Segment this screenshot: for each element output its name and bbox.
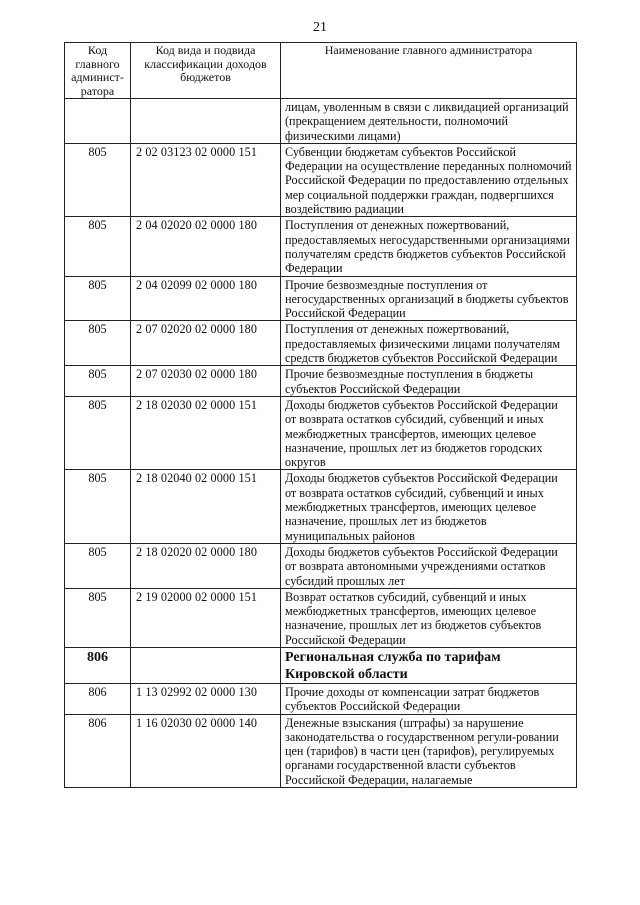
row-kbk: 2 07 02030 02 0000 180 [131,366,281,397]
row-name: лицам, уволенным в связи с ликвидацией организаций (прекращением деятельности, полномочий физическими лицами) [281,99,577,144]
row-name: Денежные взыскания (штрафы) за нарушение законодательства о государственном регули-ровании цен (тарифов) в части цен (тарифов), регулируемых органами государственной власти субъектов Российской Федерации, налагаемые [281,714,577,787]
table-header-row [65,43,577,99]
row-code: 805 [65,588,131,647]
row-kbk: 2 04 02099 02 0000 180 [131,276,281,321]
table-body [65,99,577,788]
row-code: 805 [65,396,131,469]
row-kbk: 2 02 03123 02 0000 151 [131,143,281,216]
header-code: Код главного админист-ратора [65,43,131,99]
revenue-administrators-table [64,42,577,788]
page-number: 21 [313,20,327,35]
row-kbk: 1 16 02030 02 0000 140 [131,714,281,787]
row-name: Прочие безвозмездные поступления в бюджеты субъектов Российской Федерации [281,366,577,397]
row-code: 805 [65,543,131,588]
row-name: Прочие безвозмездные поступления от негосударственных организаций в бюджеты субъектов Российской Федерации [281,276,577,321]
table-row [65,470,577,543]
row-name: Доходы бюджетов субъектов Российской Федерации от возврата остатков субсидий, субвенций и иных межбюджетных трансфертов, имеющих целевое назначение, прошлых лет из бюджетов городских округов [281,396,577,469]
header-kbk: Код вида и подвида классификации доходов бюджетов [131,43,281,99]
row-code [65,99,131,144]
table-row [65,543,577,588]
table-row [65,714,577,787]
row-kbk: 2 07 02020 02 0000 180 [131,321,281,366]
table-row [65,217,577,276]
row-code: 805 [65,143,131,216]
row-name: Поступления от денежных пожертвований, предоставляемых негосударственными организациями получателям средств бюджетов субъектов Российской Федерации [281,217,577,276]
row-code: 805 [65,366,131,397]
row-code: 805 [65,321,131,366]
table-row [65,366,577,397]
row-kbk [131,647,281,683]
row-name: Региональная служба по тарифам Кировской области [281,647,577,683]
table-row [65,588,577,647]
row-name: Доходы бюджетов субъектов Российской Федерации от возврата остатков субсидий, субвенций и иных межбюджетных трансфертов, имеющих целевое назначение, прошлых лет из бюджетов муниципальных районов [281,470,577,543]
row-name: Прочие доходы от компенсации затрат бюджетов субъектов Российской Федерации [281,683,577,714]
table-row [65,143,577,216]
row-kbk: 2 18 02020 02 0000 180 [131,543,281,588]
row-name: Субвенции бюджетам субъектов Российской Федерации на осуществление переданных полномочий Российской Федерации по предоставлению отдельных мер социальной поддержки граждан, подвергшихся воздействию радиации [281,143,577,216]
row-code: 805 [65,217,131,276]
row-code: 805 [65,470,131,543]
row-name: Возврат остатков субсидий, субвенций и иных межбюджетных трансфертов, имеющих целевое назначение, прошлых лет из бюджетов субъектов Российской Федерации [281,588,577,647]
row-kbk: 2 18 02040 02 0000 151 [131,470,281,543]
table-row [65,396,577,469]
header-name: Наименование главного администратора [281,43,577,99]
row-kbk [131,99,281,144]
row-kbk: 2 04 02020 02 0000 180 [131,217,281,276]
table-row [65,276,577,321]
row-code: 806 [65,647,131,683]
row-name: Доходы бюджетов субъектов Российской Федерации от возврата автономными учреждениями остатков субсидий прошлых лет [281,543,577,588]
row-kbk: 2 19 02000 02 0000 151 [131,588,281,647]
row-kbk: 1 13 02992 02 0000 130 [131,683,281,714]
row-name: Поступления от денежных пожертвований, предоставляемых физическими лицами получателям средств бюджетов субъектов Российской Федерации [281,321,577,366]
row-code: 805 [65,276,131,321]
table-row [65,99,577,144]
row-code: 806 [65,714,131,787]
agency-row [65,647,577,683]
row-code: 806 [65,683,131,714]
row-kbk: 2 18 02030 02 0000 151 [131,396,281,469]
table-row [65,321,577,366]
table-row [65,683,577,714]
